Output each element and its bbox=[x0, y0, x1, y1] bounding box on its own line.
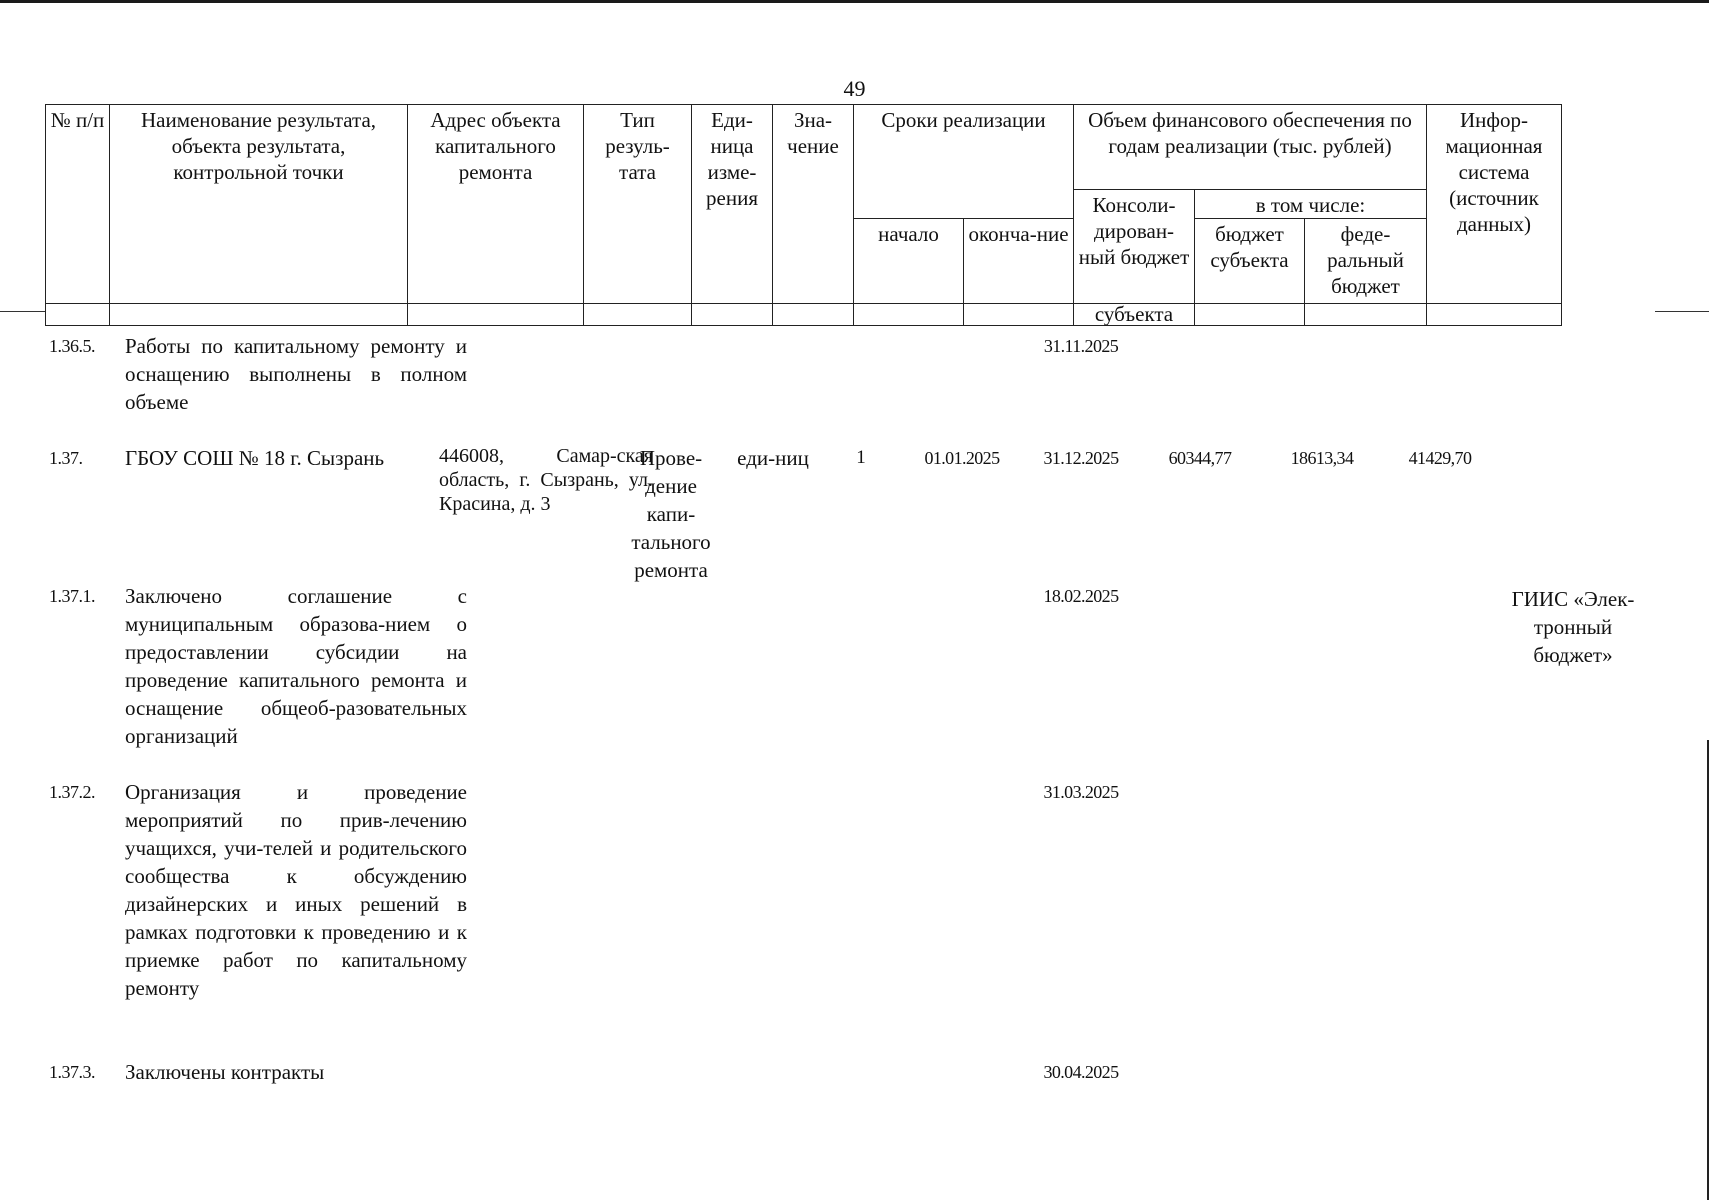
row-consolidated-budget: 60344,77 bbox=[1168, 448, 1232, 468]
row-number: 1.37.3. bbox=[49, 1062, 95, 1082]
scan-line-left bbox=[0, 311, 45, 312]
header-info-system: Инфор-мационная система (источник данных) bbox=[1427, 105, 1562, 304]
header-type: Тип резуль-тата bbox=[584, 105, 692, 304]
header-end: оконча-ние bbox=[964, 219, 1074, 304]
header-blank bbox=[1305, 304, 1427, 326]
header-blank bbox=[408, 304, 584, 326]
table-row bbox=[45, 582, 1655, 778]
header-including: в том числе: bbox=[1195, 190, 1427, 219]
header-address: Адрес объекта капитального ремонта bbox=[408, 105, 584, 304]
header-value: Зна-чение bbox=[773, 105, 854, 304]
header-blank bbox=[692, 304, 773, 326]
row-name: Заключены контракты bbox=[125, 1060, 325, 1084]
header-consolidated-tail: субъекта bbox=[1074, 304, 1195, 326]
header-blank bbox=[110, 304, 408, 326]
header-blank bbox=[1427, 304, 1562, 326]
row-number: 1.37.1. bbox=[49, 586, 95, 606]
row-address: 446008, Самар-ская область, г. Сызрань, ул. Красина, д. 3 bbox=[439, 445, 653, 515]
row-end-date: 31.03.2025 bbox=[1043, 782, 1119, 802]
row-number: 1.37. bbox=[49, 448, 83, 468]
table-row bbox=[45, 332, 1655, 444]
row-name: ГБОУ СОШ № 18 г. Сызрань bbox=[125, 446, 385, 470]
row-name: Работы по капитальному ремонту и оснащению выполнены в полном объеме bbox=[125, 334, 467, 414]
row-subject-budget: 18613,34 bbox=[1290, 448, 1354, 468]
table-row bbox=[45, 1058, 1655, 1098]
scan-top-border bbox=[0, 0, 1709, 3]
row-unit: еди-ниц bbox=[737, 446, 809, 470]
header-blank bbox=[46, 304, 110, 326]
header-consolidated: Консоли-дирован-ный бюджет bbox=[1074, 190, 1195, 304]
header-blank bbox=[1195, 304, 1305, 326]
row-type: Прове-дение капи-тального ремонта bbox=[631, 446, 711, 582]
header-finance: Объем финансового обеспечения по годам реализации (тыс. рублей) bbox=[1074, 105, 1427, 190]
row-end-date: 30.04.2025 bbox=[1043, 1062, 1119, 1082]
table-row bbox=[45, 778, 1655, 1058]
header-blank bbox=[854, 304, 964, 326]
header-blank bbox=[964, 304, 1074, 326]
row-end-date: 18.02.2025 bbox=[1043, 586, 1119, 606]
header-terms: Сроки реализации bbox=[854, 105, 1074, 219]
row-info-system: ГИИС «Элек-тронный бюджет» bbox=[1511, 587, 1635, 667]
header-blank bbox=[584, 304, 692, 326]
header-name: Наименование результата, объекта результата, контрольной точки bbox=[110, 105, 408, 304]
header-table bbox=[45, 104, 1562, 326]
row-name: Заключено соглашение с муниципальным образова-нием о предоставлении субсидии на проведение капитального ремонта и оснащение общеоб-разовательных организаций bbox=[125, 584, 467, 748]
row-federal-budget: 41429,70 bbox=[1408, 448, 1472, 468]
table-body bbox=[45, 332, 1655, 1098]
header-subject-budget: бюджет субъекта bbox=[1195, 219, 1305, 304]
row-start-date: 01.01.2025 bbox=[924, 448, 1000, 468]
row-name: Организация и проведение мероприятий по прив-лечению учащихся, учи-телей и родительского сообщества к обсуждению дизайнерских и иных решений в рамках подготовки к проведению и к приемке работ по капитальному ремонту bbox=[125, 780, 467, 1000]
row-end-date: 31.11.2025 bbox=[1043, 336, 1119, 356]
row-number: 1.37.2. bbox=[49, 782, 95, 802]
header-federal-budget: феде-ральный бюджет bbox=[1305, 219, 1427, 304]
page-number: 49 bbox=[843, 76, 866, 101]
header-no: № п/п bbox=[46, 105, 110, 304]
row-end-date: 31.12.2025 bbox=[1043, 448, 1119, 468]
row-value: 1 bbox=[856, 447, 866, 468]
row-number: 1.36.5. bbox=[49, 336, 95, 356]
header-unit: Еди-ница изме-рения bbox=[692, 105, 773, 304]
scan-line-right bbox=[1655, 311, 1709, 312]
header-blank bbox=[773, 304, 854, 326]
table-row bbox=[45, 444, 1655, 582]
header-start: начало bbox=[854, 219, 964, 304]
